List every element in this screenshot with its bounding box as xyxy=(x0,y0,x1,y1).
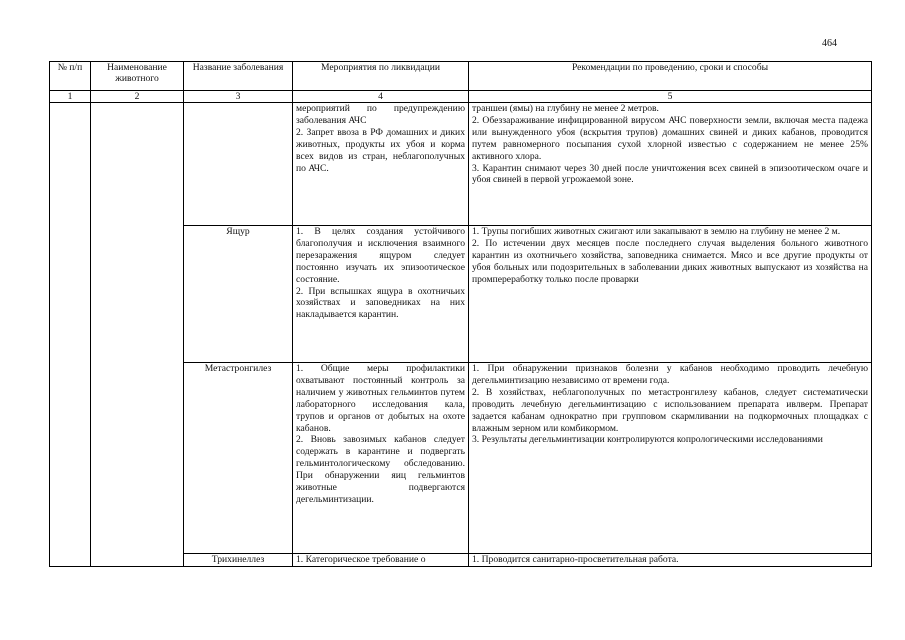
measures-cell xyxy=(293,554,469,567)
column-number: 2 xyxy=(91,91,184,103)
disease-cell: Ящур xyxy=(184,226,293,363)
measures-table xyxy=(49,61,872,567)
measure-paragraph: 1. Общие меры профилактики охватывают постоянный контроль за наличием у животных гельминтов путем лабораторного исследования кала, трупов и органов от добытых на охоте кабанов. xyxy=(296,363,465,434)
recommendation-paragraph: траншеи (ямы) на глубину не менее 2 метров. xyxy=(472,103,659,114)
recommendation-paragraph: 1. Трупы погибших животных сжигают или закапывают в землю на глубину не менее 2 м. xyxy=(472,226,841,237)
column-number: 5 xyxy=(469,91,872,103)
page-number: 464 xyxy=(822,38,837,49)
measure-paragraph: 1. В целях создания устойчивого благополучия и исключения взаимного перезаражения ящуром следует постоянно изучать их эпизоотическое состояние. xyxy=(296,226,465,285)
recommendations-cell xyxy=(469,554,872,567)
measures-cell xyxy=(293,363,469,554)
recommendations-cell xyxy=(469,103,872,226)
recommendation-paragraph: 2. В хозяйствах, неблагополучных по метастронгилезу кабанов, следует систематически проводить лечебную дегельминтизацию с использованием препарата ивлверм. Препарат задается кабанам однократно при групповом скармливании на подкормочных площадках с влажным зерном или комбикормом. xyxy=(472,386,868,434)
recommendation-paragraph: 1. При обнаружении признаков болезни у кабанов необходимо проводить лечебную дегельминтизацию независимо от времени года. xyxy=(472,363,868,386)
disease-cell: Метастронгилез xyxy=(184,363,293,554)
disease-cell xyxy=(184,103,293,226)
measures-cell xyxy=(293,103,469,226)
animal-name-cell xyxy=(91,103,184,567)
recommendation-paragraph: 1. Проводится санитарно-просветительная работа. xyxy=(472,554,679,565)
recommendations-cell xyxy=(469,226,872,363)
column-number: 3 xyxy=(184,91,293,103)
disease-cell: Трихинеллез xyxy=(184,554,293,567)
measure-paragraph: 2. Запрет ввоза в РФ домашних и диких животных, продукты их убоя и корма всех видов из стран, неблагополучных по АЧС. xyxy=(296,126,465,174)
measure-paragraph: 2. При вспышках ящура в охотничьих хозяйствах и заповедниках на них накладывается карантин. xyxy=(296,285,465,321)
header-animal-name: Наименование животного xyxy=(91,62,184,91)
column-number-row xyxy=(50,91,872,103)
table-header-row xyxy=(50,62,872,91)
header-disease-name: Название заболевания xyxy=(184,62,293,91)
table-row xyxy=(50,103,872,226)
row-number-cell xyxy=(50,103,91,567)
header-number: № п/п xyxy=(50,62,91,91)
column-number: 4 xyxy=(293,91,469,103)
measures-cell xyxy=(293,226,469,363)
recommendation-paragraph: 2. По истечении двух месяцев после последнего случая выделения больного животного карантин из охотничьего хозяйства, заповедника снимается. Мясо и все другие продукты от убоя больных или подозрительных в заболевании диких животных выпускают из хозяйства на промпереработку только после проварки xyxy=(472,237,868,285)
header-recommendations: Рекомендации по проведению, сроки и способы xyxy=(469,62,872,91)
measure-paragraph: мероприятий по предупреждению заболевания АЧС xyxy=(296,103,465,126)
recommendation-paragraph: 3. Результаты дегельминтизации контролируются копрологическими исследованиями xyxy=(472,434,823,446)
recommendation-paragraph: 3. Карантин снимают через 30 дней после уничтожения всех свиней в эпизоотическом очаге и убоя свиней в первой угрожаемой зоне. xyxy=(472,162,868,186)
recommendation-paragraph: 2. Обеззараживание инфицированной вирусом АЧС поверхности земли, включая места падежа или вынужденного убоя (вскрытия трупов) домашних свиней и диких кабанов, проводится путем равномерного посыпания сухой хлорной известью с содержанием не менее 25% активного хлора. xyxy=(472,114,868,162)
recommendations-cell xyxy=(469,363,872,554)
measure-paragraph: 1. Категорическое требование о xyxy=(296,554,426,565)
header-measures: Мероприятия по ликвидации xyxy=(293,62,469,91)
measure-paragraph: 2. Вновь завозимых кабанов следует содержать в карантине и подвергать гельминтологическому обследованию. При обнаружении яиц гельминтов животные подвергаются дегельминтизации. xyxy=(296,434,465,505)
column-number: 1 xyxy=(50,91,91,103)
